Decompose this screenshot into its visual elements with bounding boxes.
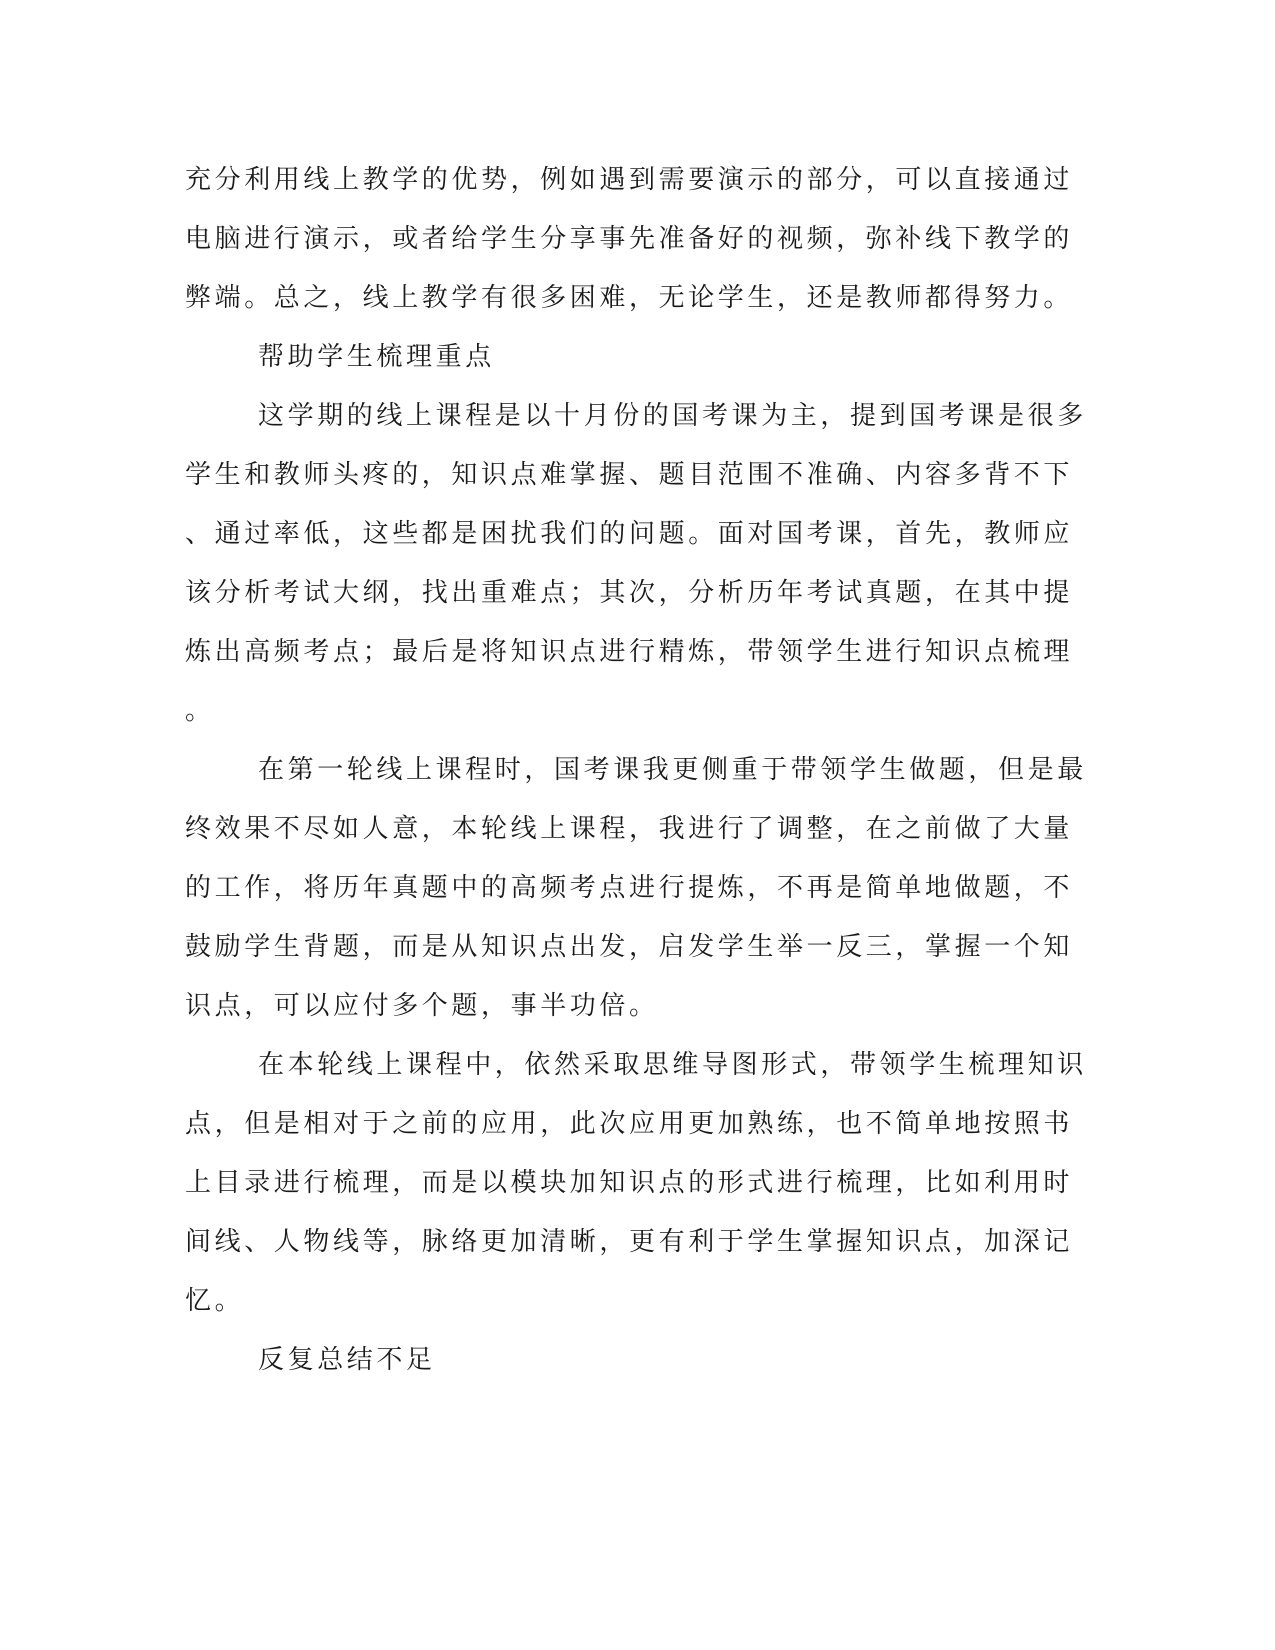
text-line: 在本轮线上课程中，依然采取思维导图形式，带领学生梳理知识: [258, 1050, 1087, 1080]
text-line: 点，但是相对于之前的应用，此次应用更加熟练，也不简单地按照书: [185, 1109, 1074, 1139]
text-line: 学生和教师头疼的，知识点难掌握、题目范围不准确、内容多背不下: [185, 460, 1074, 490]
text-line: 充分利用线上教学的优势，例如遇到需要演示的部分，可以直接通过: [185, 165, 1074, 195]
text-line: 该分析考试大纲，找出重难点；其次，分析历年考试真题，在其中提: [185, 578, 1074, 608]
text-line: 忆。: [185, 1286, 245, 1316]
section-heading: 反复总结不足: [258, 1345, 436, 1375]
text-line: 识点，可以应付多个题，事半功倍。: [185, 991, 659, 1021]
text-line: 间线、人物线等，脉络更加清晰，更有利于学生掌握知识点，加深记: [185, 1227, 1074, 1257]
text-line: 终效果不尽如人意，本轮线上课程，我进行了调整，在之前做了大量: [185, 814, 1074, 844]
text-line: 、通过率低，这些都是困扰我们的问题。面对国考课，首先，教师应: [185, 519, 1074, 549]
text-line: 鼓励学生背题，而是从知识点出发，启发学生举一反三，掌握一个知: [185, 932, 1074, 962]
section-heading: 帮助学生梳理重点: [258, 342, 495, 372]
text-line: 的工作，将历年真题中的高频考点进行提炼，不再是简单地做题，不: [185, 873, 1074, 903]
text-line: 电脑进行演示，或者给学生分享事先准备好的视频，弥补线下教学的: [185, 224, 1074, 254]
text-line: 弊端。总之，线上教学有很多困难，无论学生，还是教师都得努力。: [185, 283, 1074, 313]
text-line: 这学期的线上课程是以十月份的国考课为主，提到国考课是很多: [258, 401, 1087, 431]
text-line: 。: [185, 696, 215, 726]
text-line: 上目录进行梳理，而是以模块加知识点的形式进行梳理，比如利用时: [185, 1168, 1074, 1198]
text-line: 炼出高频考点；最后是将知识点进行精炼，带领学生进行知识点梳理: [185, 637, 1074, 667]
text-line: 在第一轮线上课程时，国考课我更侧重于带领学生做题，但是最: [258, 755, 1087, 785]
